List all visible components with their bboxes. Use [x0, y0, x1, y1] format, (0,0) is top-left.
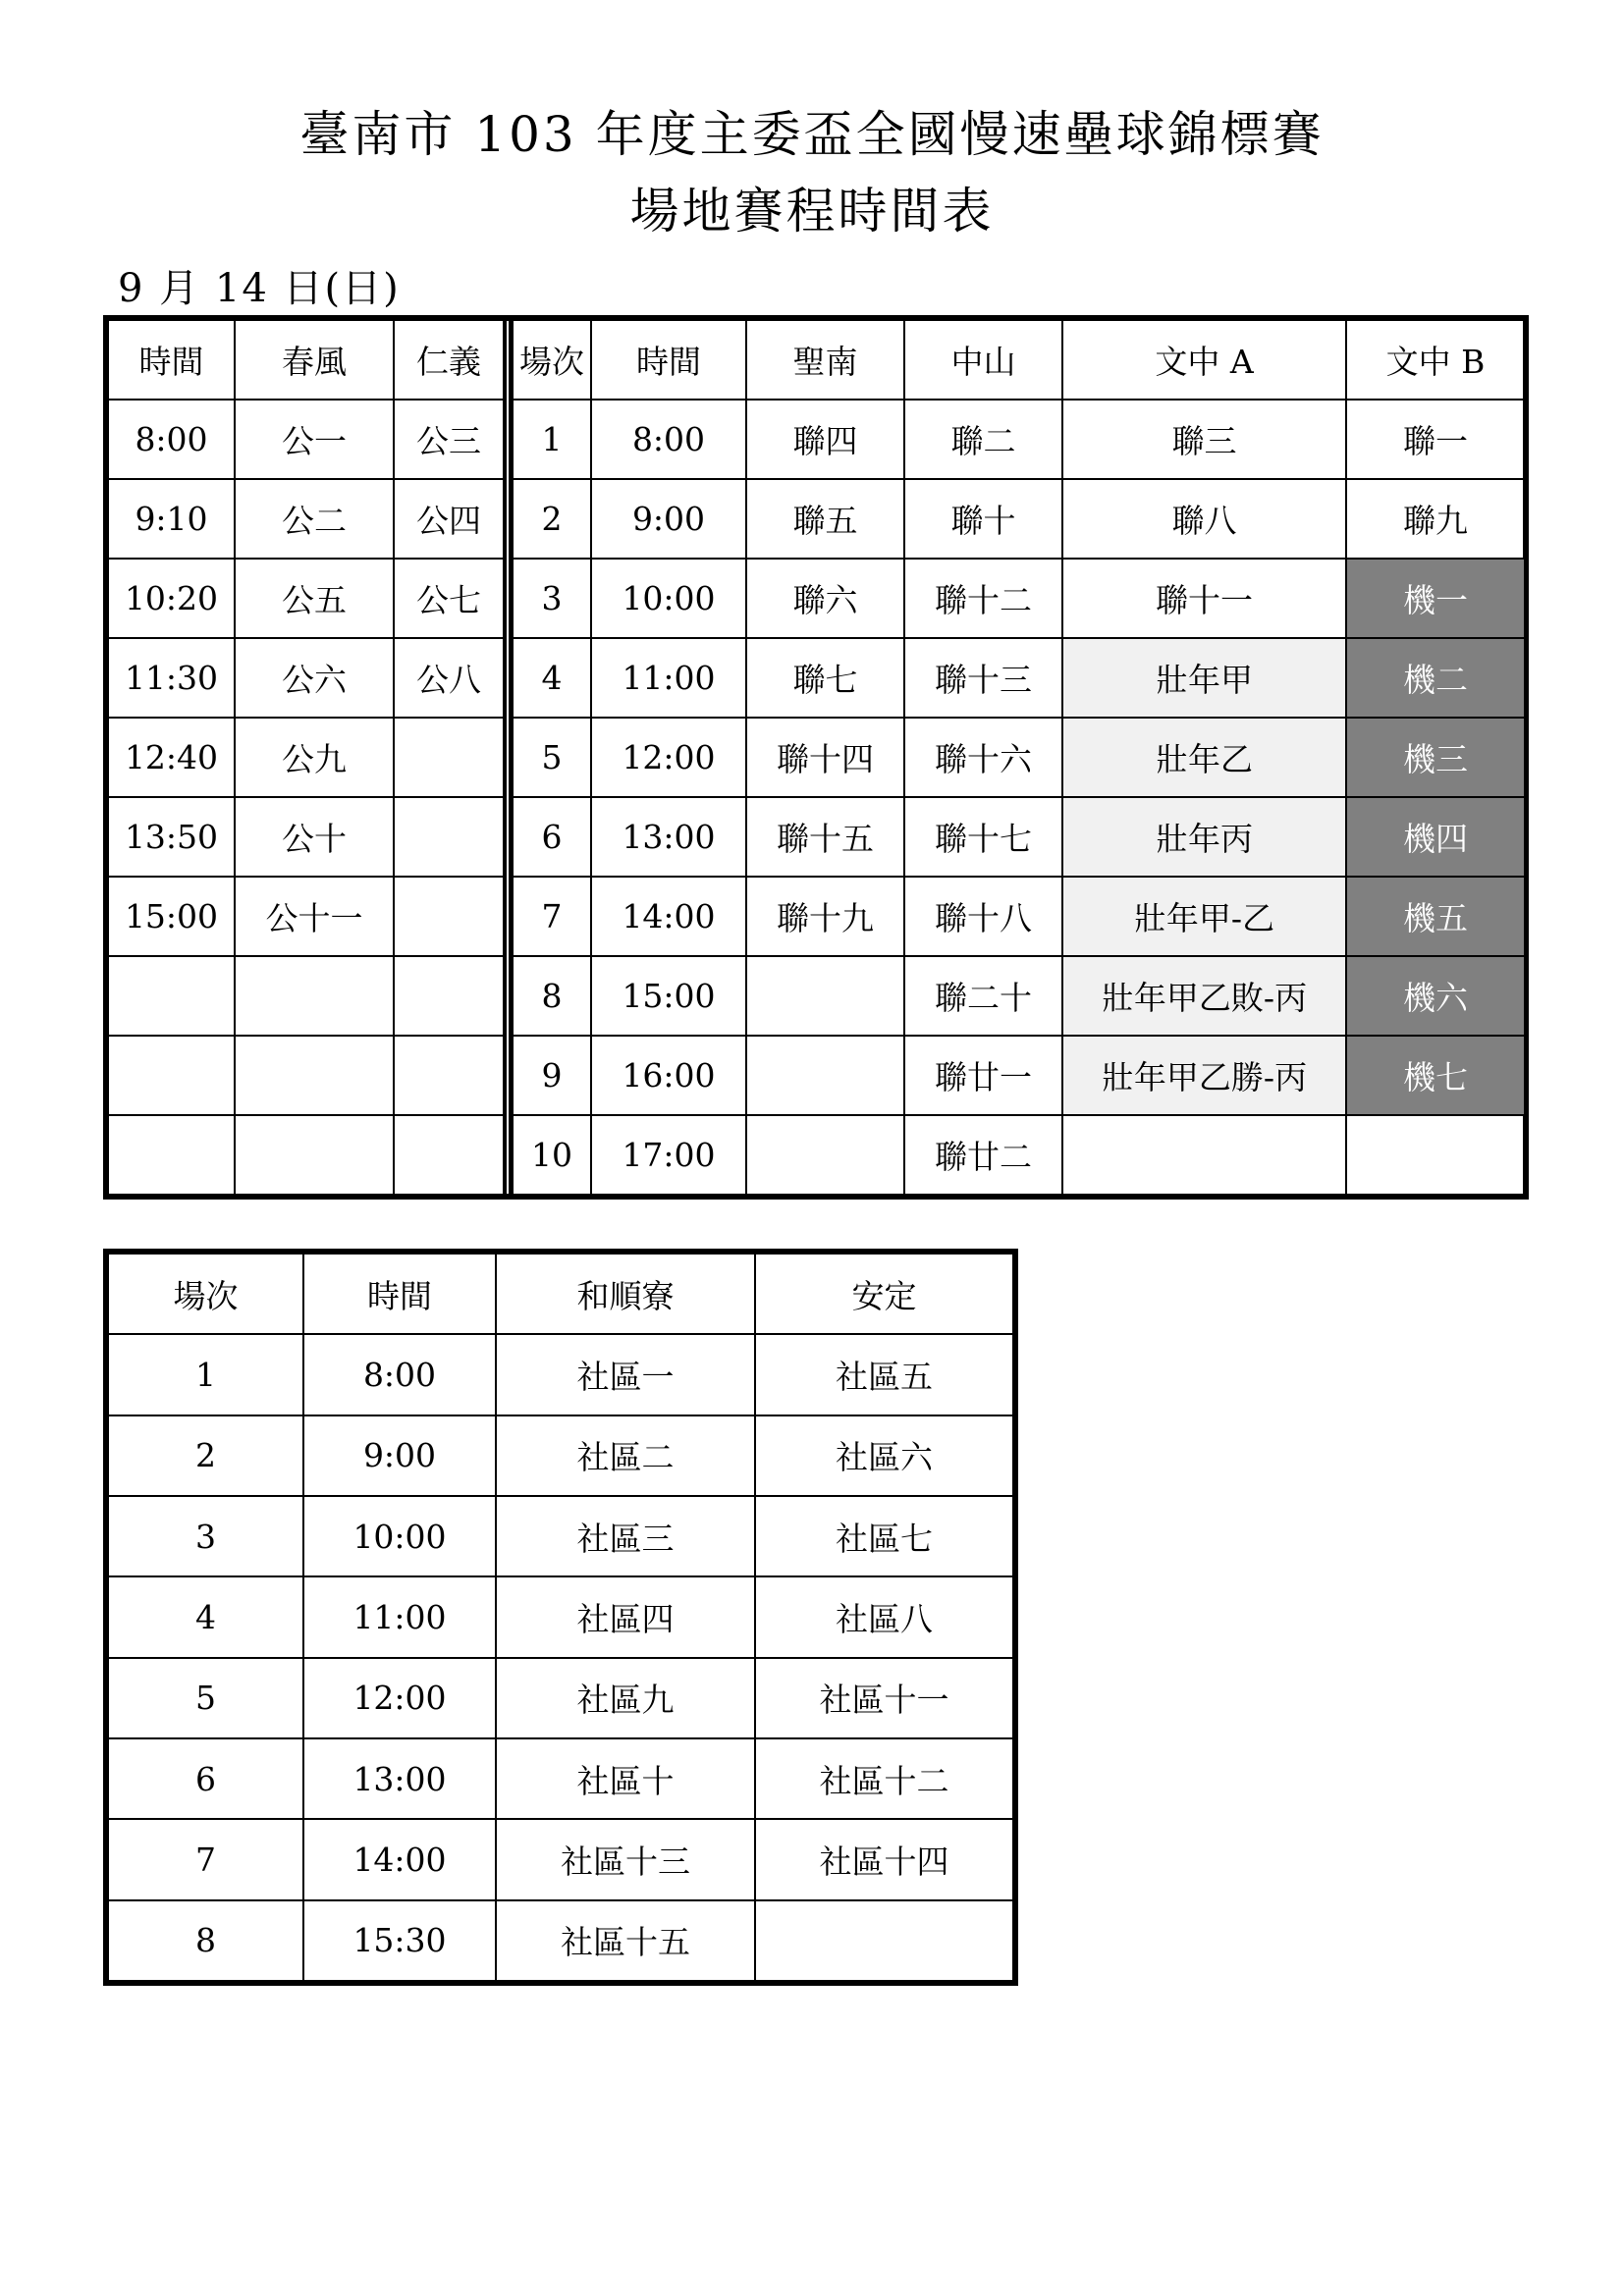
table-cell: 社區二	[496, 1415, 755, 1496]
table-cell: 社區八	[755, 1576, 1012, 1657]
table-cell	[1346, 1115, 1524, 1194]
table-row	[513, 1115, 1524, 1194]
table-cell: 17:00	[591, 1115, 746, 1194]
table-cell: 社區九	[496, 1658, 755, 1738]
table-cell: 聯二	[904, 400, 1062, 479]
table-cell	[235, 956, 394, 1036]
table-cell: 社區五	[755, 1334, 1012, 1415]
table-cell: 機二	[1346, 638, 1524, 718]
table-row	[513, 1036, 1524, 1115]
table-row	[109, 1658, 1012, 1738]
table-row	[109, 797, 504, 877]
table-cell: 12:00	[303, 1658, 496, 1738]
table-row	[109, 718, 504, 797]
table-cell: 公五	[235, 559, 394, 638]
table-cell: 公七	[394, 559, 504, 638]
table-cell: 社區十一	[755, 1658, 1012, 1738]
table-cell: 3	[513, 559, 591, 638]
left-schedule-table	[109, 321, 505, 1194]
table-cell: 社區六	[755, 1415, 1012, 1496]
table-cell: 聯四	[746, 400, 904, 479]
table-cell	[746, 956, 904, 1036]
table-cell: 聯五	[746, 479, 904, 559]
table-cell: 聯十三	[904, 638, 1062, 718]
table-cell: 社區十二	[755, 1738, 1012, 1819]
table-cell: 12:40	[109, 718, 235, 797]
table-cell: 公十一	[235, 877, 394, 956]
table-cell: 壯年乙	[1062, 718, 1346, 797]
table-cell: 聯一	[1346, 400, 1524, 479]
table-cell: 6	[513, 797, 591, 877]
column-header: 場次	[109, 1255, 303, 1334]
table-row	[513, 956, 1524, 1036]
table-cell: 2	[513, 479, 591, 559]
table-cell: 10	[513, 1115, 591, 1194]
table-row	[109, 877, 504, 956]
table-cell: 社區十五	[496, 1900, 755, 1980]
column-header: 時間	[591, 321, 746, 400]
table-cell: 公九	[235, 718, 394, 797]
table-cell: 壯年甲	[1062, 638, 1346, 718]
column-header: 文中 B	[1346, 321, 1524, 400]
table-cell: 聯九	[1346, 479, 1524, 559]
table-cell: 聯廿一	[904, 1036, 1062, 1115]
table-cell: 聯三	[1062, 400, 1346, 479]
table-cell: 聯十	[904, 479, 1062, 559]
table-cell: 機三	[1346, 718, 1524, 797]
table-cell	[394, 1036, 504, 1115]
header-row	[109, 1255, 1012, 1334]
table-cell: 聯十九	[746, 877, 904, 956]
table-cell: 9	[513, 1036, 591, 1115]
table-cell: 社區三	[496, 1496, 755, 1576]
table-cell: 10:00	[303, 1496, 496, 1576]
table-cell: 1	[109, 1334, 303, 1415]
table-cell: 聯廿二	[904, 1115, 1062, 1194]
table-cell: 11:00	[591, 638, 746, 718]
table-cell: 社區四	[496, 1576, 755, 1657]
table-cell: 5	[109, 1658, 303, 1738]
table-row	[109, 1900, 1012, 1980]
table-cell: 聯六	[746, 559, 904, 638]
table-cell: 11:00	[303, 1576, 496, 1657]
table-cell: 7	[109, 1819, 303, 1899]
table-cell: 聯十七	[904, 797, 1062, 877]
table-cell: 公一	[235, 400, 394, 479]
table-cell: 聯十六	[904, 718, 1062, 797]
table-cell	[1062, 1115, 1346, 1194]
table-cell: 12:00	[591, 718, 746, 797]
table-cell: 15:30	[303, 1900, 496, 1980]
table-row	[513, 400, 1524, 479]
table-row	[109, 1334, 1012, 1415]
table-cell: 機七	[1346, 1036, 1524, 1115]
table-cell: 15:00	[109, 877, 235, 956]
table-row	[513, 559, 1524, 638]
table-row	[109, 638, 504, 718]
table-cell: 13:00	[303, 1738, 496, 1819]
table-cell: 聯十八	[904, 877, 1062, 956]
table-cell: 社區七	[755, 1496, 1012, 1576]
table-cell: 5	[513, 718, 591, 797]
table-cell: 9:10	[109, 479, 235, 559]
table-cell: 7	[513, 877, 591, 956]
table-cell: 壯年甲乙敗-丙	[1062, 956, 1346, 1036]
table-cell: 10:20	[109, 559, 235, 638]
table-row	[513, 638, 1524, 718]
table-cell	[394, 956, 504, 1036]
table-cell: 聯十一	[1062, 559, 1346, 638]
table-cell: 13:50	[109, 797, 235, 877]
table-cell	[394, 1115, 504, 1194]
table-cell: 11:30	[109, 638, 235, 718]
table-cell: 聯十二	[904, 559, 1062, 638]
table-row	[109, 1576, 1012, 1657]
table-cell: 社區一	[496, 1334, 755, 1415]
table-cell: 3	[109, 1496, 303, 1576]
table-row	[109, 1115, 504, 1194]
table-cell	[109, 1115, 235, 1194]
table-row	[513, 718, 1524, 797]
table-cell: 15:00	[591, 956, 746, 1036]
table-cell: 聯七	[746, 638, 904, 718]
table-cell: 聯十五	[746, 797, 904, 877]
schedule-date: 9 月 14 日(日)	[118, 266, 401, 311]
table-cell	[394, 718, 504, 797]
table-cell: 4	[513, 638, 591, 718]
table-cell: 8:00	[591, 400, 746, 479]
column-header: 安定	[755, 1255, 1012, 1334]
table-cell: 機六	[1346, 956, 1524, 1036]
page-title: 臺南市 103 年度主委盃全國慢速壘球錦標賽	[299, 106, 1325, 163]
table-row	[109, 1819, 1012, 1899]
column-header: 春風	[235, 321, 394, 400]
table-row	[109, 400, 504, 479]
table-cell: 公四	[394, 479, 504, 559]
table-cell: 機四	[1346, 797, 1524, 877]
table-cell	[394, 877, 504, 956]
main-schedule-frame	[103, 315, 1529, 1200]
table-cell: 14:00	[303, 1819, 496, 1899]
table-cell: 9:00	[591, 479, 746, 559]
table-cell: 壯年甲-乙	[1062, 877, 1346, 956]
header-row	[109, 321, 504, 400]
table-cell: 公十	[235, 797, 394, 877]
table-cell: 公三	[394, 400, 504, 479]
header-row	[513, 321, 1524, 400]
table-row	[109, 559, 504, 638]
table-cell: 1	[513, 400, 591, 479]
table-row	[109, 479, 504, 559]
column-header: 文中 A	[1062, 321, 1346, 400]
table-cell	[109, 1036, 235, 1115]
table-cell: 機五	[1346, 877, 1524, 956]
table-row	[109, 1415, 1012, 1496]
table-row	[513, 479, 1524, 559]
table-cell: 壯年丙	[1062, 797, 1346, 877]
column-header: 場次	[513, 321, 591, 400]
table-cell: 社區十	[496, 1738, 755, 1819]
table-cell: 2	[109, 1415, 303, 1496]
column-header: 時間	[303, 1255, 496, 1334]
table-cell: 9:00	[303, 1415, 496, 1496]
table-cell: 8:00	[303, 1334, 496, 1415]
column-header: 時間	[109, 321, 235, 400]
column-header: 聖南	[746, 321, 904, 400]
table-cell: 機一	[1346, 559, 1524, 638]
community-schedule-frame	[103, 1249, 1018, 1986]
table-row	[513, 877, 1524, 956]
table-cell: 6	[109, 1738, 303, 1819]
table-cell	[746, 1115, 904, 1194]
column-header: 中山	[904, 321, 1062, 400]
table-row	[109, 1738, 1012, 1819]
table-cell: 聯二十	[904, 956, 1062, 1036]
table-cell: 社區十三	[496, 1819, 755, 1899]
table-cell	[755, 1900, 1012, 1980]
table-cell: 公二	[235, 479, 394, 559]
table-cell	[746, 1036, 904, 1115]
table-cell: 8:00	[109, 400, 235, 479]
table-cell: 聯十四	[746, 718, 904, 797]
page-subtitle: 場地賽程時間表	[629, 183, 995, 240]
table-cell	[109, 956, 235, 1036]
table-cell: 8	[109, 1900, 303, 1980]
table-row	[109, 1036, 504, 1115]
table-cell: 13:00	[591, 797, 746, 877]
table-cell: 聯八	[1062, 479, 1346, 559]
table-cell	[235, 1115, 394, 1194]
double-divider	[504, 321, 512, 1194]
table-cell: 8	[513, 956, 591, 1036]
table-cell: 16:00	[591, 1036, 746, 1115]
table-cell	[394, 797, 504, 877]
column-header: 仁義	[394, 321, 504, 400]
table-row	[513, 797, 1524, 877]
table-cell: 公八	[394, 638, 504, 718]
table-cell	[235, 1036, 394, 1115]
table-cell: 4	[109, 1576, 303, 1657]
column-header: 和順寮	[496, 1255, 755, 1334]
right-schedule-table	[512, 321, 1524, 1194]
table-row	[109, 956, 504, 1036]
table-cell: 壯年甲乙勝-丙	[1062, 1036, 1346, 1115]
table-cell: 10:00	[591, 559, 746, 638]
table-cell: 14:00	[591, 877, 746, 956]
table-cell: 公六	[235, 638, 394, 718]
table-row	[109, 1496, 1012, 1576]
table-cell: 社區十四	[755, 1819, 1012, 1899]
community-schedule-table	[109, 1255, 1012, 1980]
